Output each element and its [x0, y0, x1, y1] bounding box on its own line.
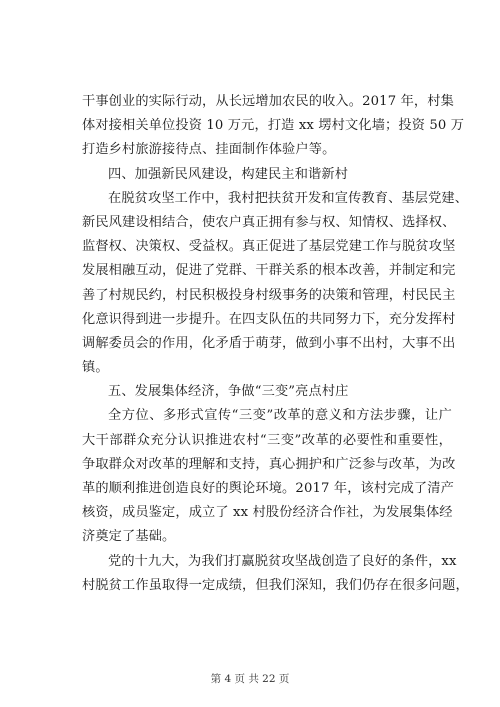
text-line: 调解委员会的作用，化矛盾于萌芽，做到小事不出村，大事不出 — [82, 335, 456, 351]
text-line: 在脱贫攻坚工作中，我村把扶贫开发和宣传教育、基层党建、 — [108, 190, 469, 206]
text-line: 革的顺利推进创造良好的舆论环境。2017 年，该村完成了清产 — [82, 481, 454, 496]
text-line: 发展相融互动，促进了党群、干群关系的根本改善，并制定和完 — [82, 263, 456, 279]
text-line: 全方位、多形式宣传“三变”改革的意义和方法步骤，让广 — [108, 408, 452, 424]
text-line: 镇。 — [82, 360, 109, 376]
page-footer: 第 4 页 共 22 页 — [210, 673, 290, 685]
text-line: 新民风建设相结合，使农户真正拥有参与权、知情权、选择权、 — [82, 214, 456, 230]
text-line: 干事创业的实际行动，从长远增加农民的收入。2017 年，村集 — [82, 94, 454, 109]
text-line: 村脱贫工作虽取得一定成绩，但我们深知，我们仍存在很多问题， — [82, 577, 469, 593]
text-line: 体对接相关单位投资 10 万元，打造 xx 塄村文化墙；投资 50 万 — [82, 118, 465, 134]
text-line: 大干部群众充分认识推进农村“三变”改革的必要性和重要性， — [82, 432, 452, 448]
text-line: 党的十九大，为我们打赢脱贫攻坚战创造了良好的条件，xx — [108, 553, 457, 569]
text-line: 核资，成员鉴定，成立了 xx 村股份经济合作社，为发展集体经 — [82, 505, 453, 521]
text-line: 善了村规民约，村民积极投身村级事务的决策和管理，村民民主 — [82, 287, 456, 303]
text-line: 监督权、决策权、受益权。真正促进了基层党建工作与脱贫攻坚 — [82, 239, 456, 255]
text-line: 打造乡村旅游接待点、挂面制作体验户等。 — [82, 142, 336, 158]
text-line: 五、发展集体经济，争做“三变”亮点村庄 — [108, 384, 349, 400]
text-line: 争取群众对改革的理解和支持，真心拥护和广泛参与改革，为改 — [82, 456, 456, 472]
text-line: 济奠定了基础。 — [82, 529, 176, 545]
text-line: 四、加强新民风建设，构建民主和谐新村 — [108, 166, 349, 182]
text-line: 化意识得到进一步提升。在四支队伍的共同努力下，充分发挥村 — [82, 311, 456, 327]
document-body — [82, 90, 469, 598]
